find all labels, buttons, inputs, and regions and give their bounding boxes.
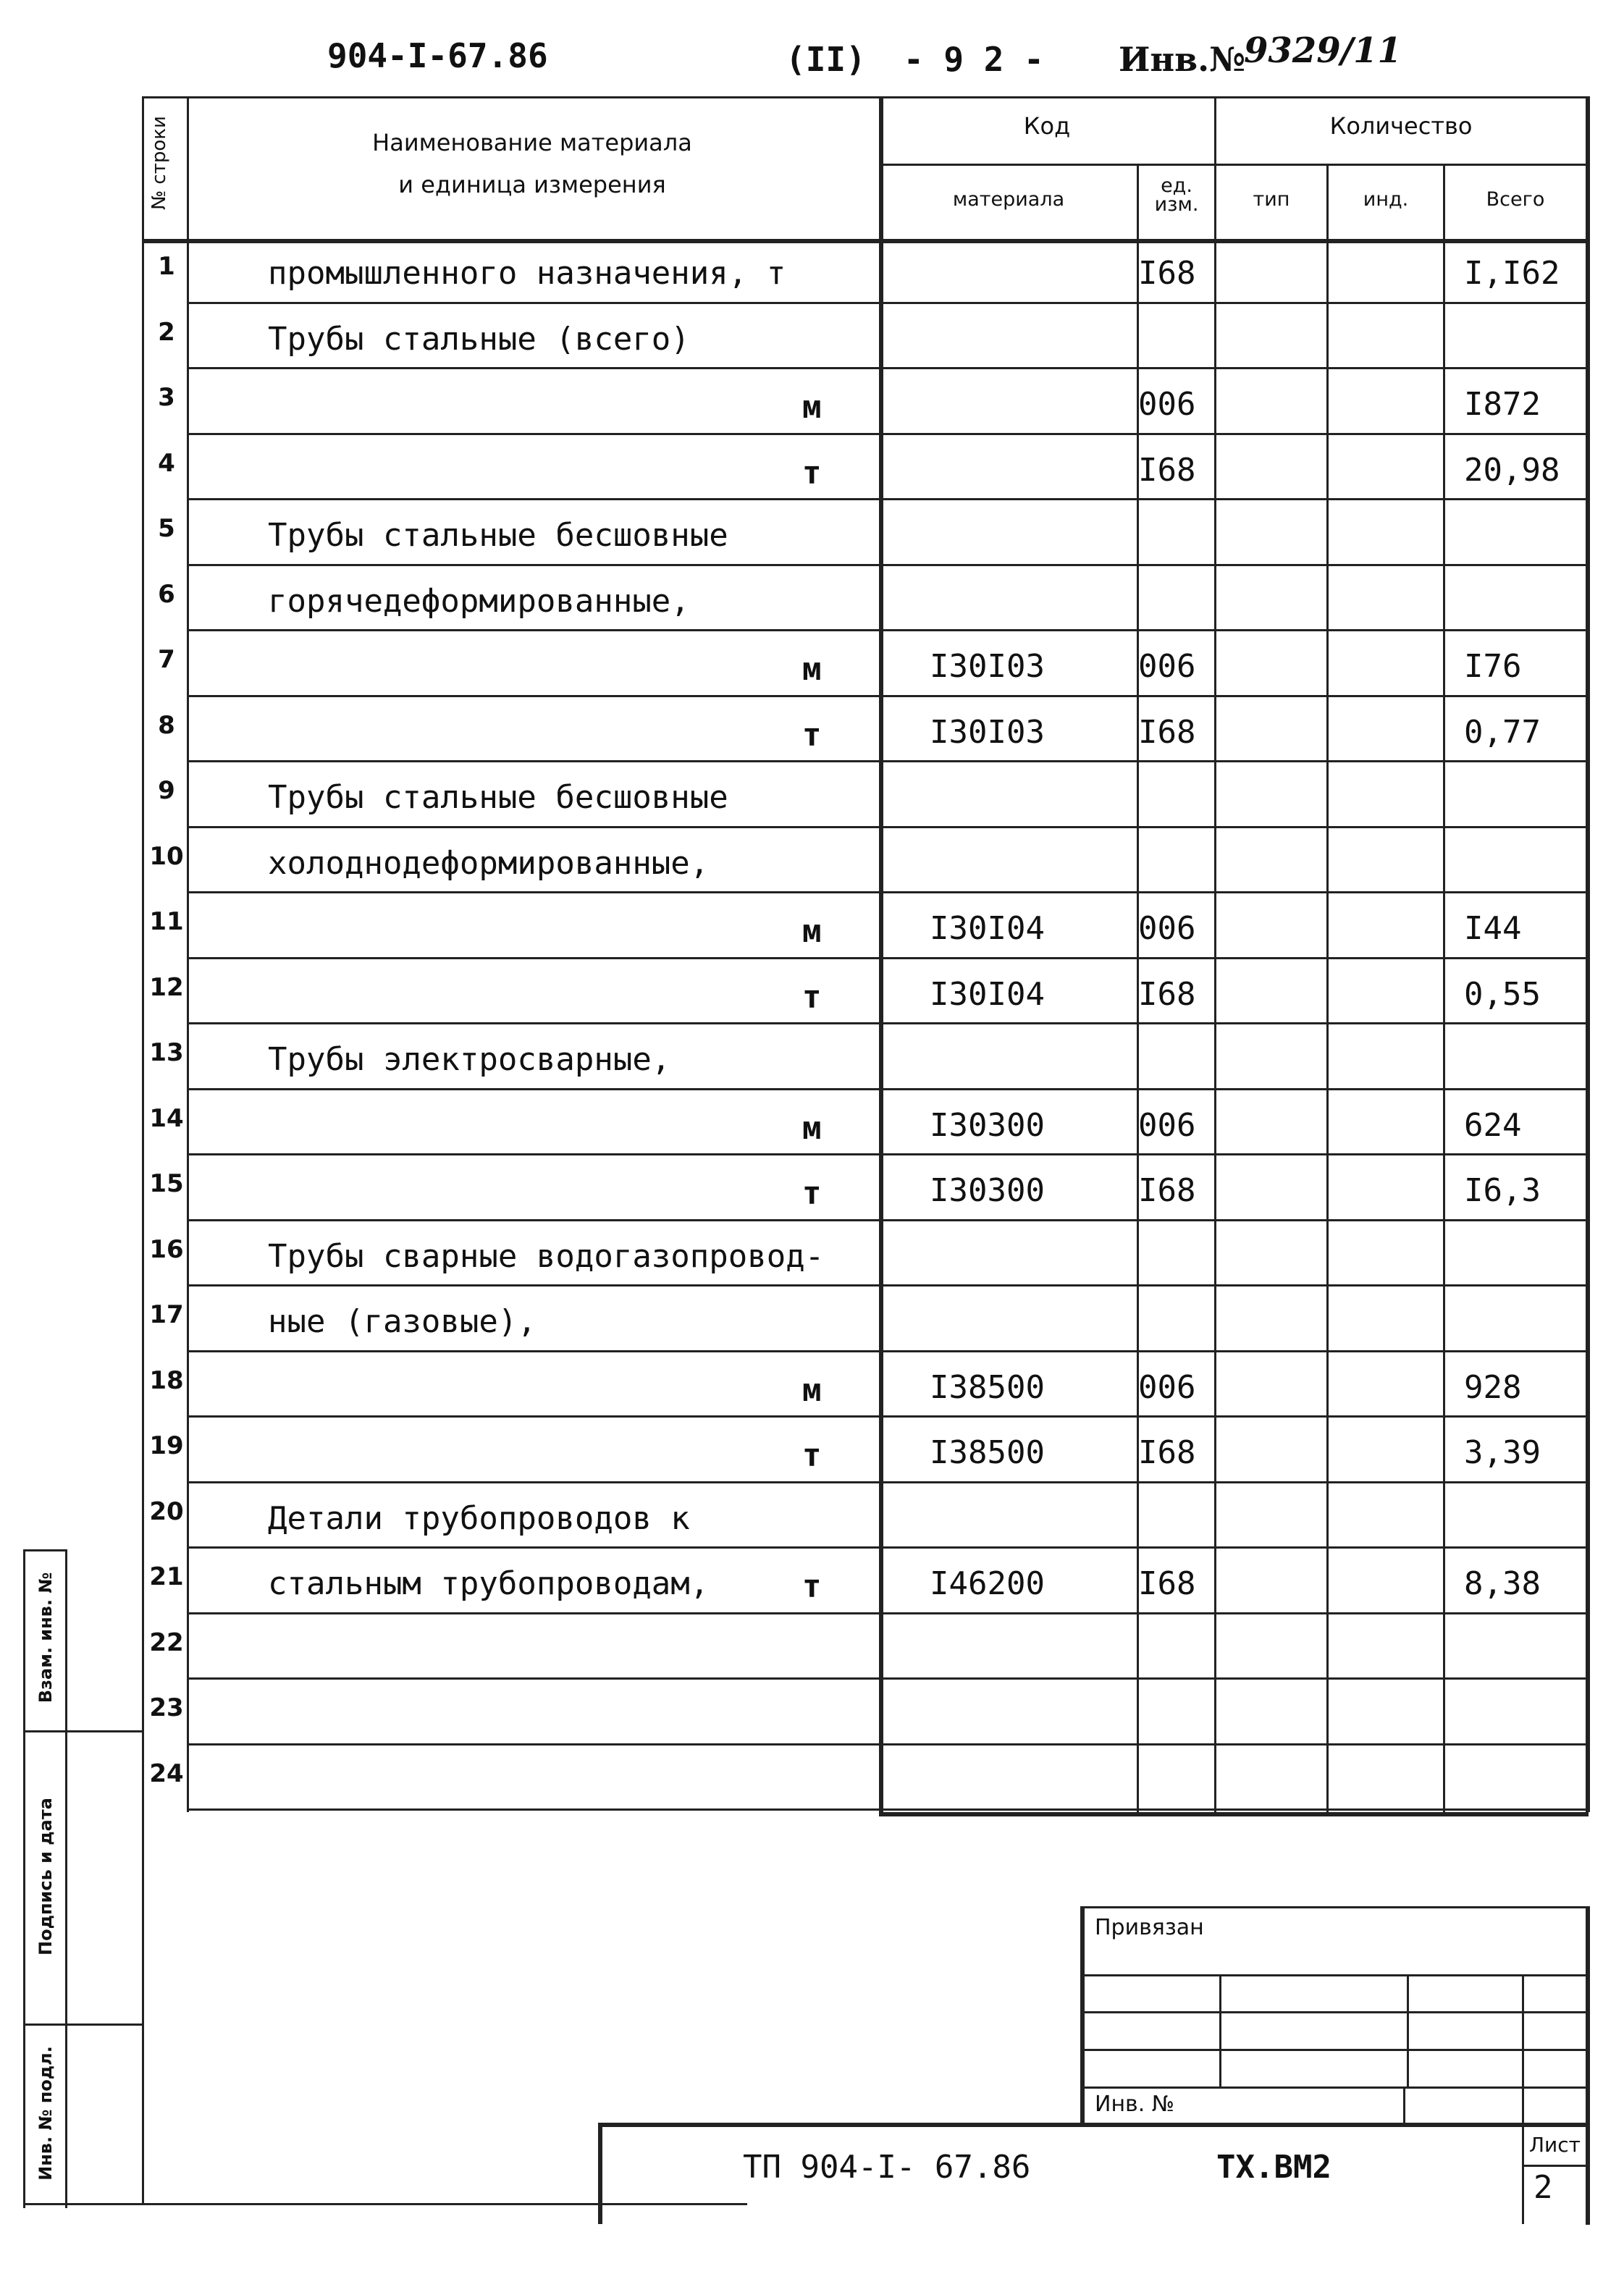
title-inv-no: Инв. №	[1095, 2092, 1175, 2117]
row-name: холоднодеформированные,	[268, 844, 710, 882]
row-material-code: I30I04	[930, 975, 1045, 1013]
row-number: 8	[158, 710, 175, 740]
row-divider	[187, 498, 1586, 500]
row-unit-code: 006	[1138, 386, 1196, 423]
row-unit-code: 006	[1138, 1106, 1196, 1144]
row-divider	[187, 1415, 1586, 1418]
row-total: 0,55	[1464, 975, 1541, 1013]
row-material-code: I30I03	[930, 648, 1045, 685]
row-total: 0,77	[1464, 713, 1541, 751]
row-name: стальным трубопроводам,	[268, 1565, 710, 1602]
row-divider	[187, 1022, 1586, 1024]
row-name: Трубы электросварные,	[268, 1041, 671, 1078]
row-number: 20	[149, 1496, 184, 1526]
row-material-code: I38500	[930, 1368, 1045, 1406]
inventory-number-handwritten: 9329/11	[1244, 30, 1402, 71]
row-divider	[187, 957, 1586, 959]
row-number: 24	[149, 1759, 184, 1788]
row-number: 6	[158, 579, 175, 609]
header-code: Код	[1023, 112, 1071, 140]
row-unit-code: 006	[1138, 1368, 1196, 1406]
row-divider	[187, 1808, 1586, 1811]
header-code-unit: ед. изм.	[1154, 174, 1199, 216]
row-material-code: I38500	[930, 1434, 1045, 1471]
title-list-value: 2	[1533, 2169, 1553, 2206]
header-row-number: № строки	[148, 116, 170, 210]
row-number: 17	[149, 1300, 184, 1329]
row-number: 16	[149, 1234, 184, 1264]
row-unit-code: I68	[1138, 255, 1196, 292]
row-material-code: I30I03	[930, 713, 1045, 751]
row-number: 15	[149, 1169, 184, 1198]
row-divider	[187, 1677, 1586, 1680]
row-divider	[187, 302, 1586, 304]
row-unit: т	[802, 716, 822, 754]
row-divider	[187, 1219, 1586, 1221]
row-name: Детали трубопроводов к	[268, 1499, 690, 1537]
row-number: 21	[149, 1562, 184, 1591]
row-unit: м	[802, 389, 822, 426]
row-number: 12	[149, 972, 184, 1002]
row-unit-code: I68	[1138, 975, 1196, 1013]
row-divider	[187, 695, 1586, 697]
row-number: 2	[158, 317, 175, 347]
stamp-signature-date: Подпись и дата	[35, 1798, 56, 1955]
title-list-label: Лист	[1529, 2133, 1581, 2157]
title-privyazan: Привязан	[1095, 1915, 1204, 1940]
row-total: I76	[1464, 648, 1522, 685]
row-number: 18	[149, 1365, 184, 1395]
row-unit-code: I68	[1138, 1434, 1196, 1471]
row-material-code: I30300	[930, 1106, 1045, 1144]
row-number: 7	[158, 645, 175, 674]
row-total: 928	[1464, 1368, 1522, 1406]
header-qty-type: тип	[1253, 188, 1290, 211]
row-divider	[187, 1481, 1586, 1483]
row-unit: м	[802, 913, 822, 950]
row-unit: м	[802, 1371, 822, 1409]
row-total: I,I62	[1464, 255, 1560, 292]
row-total: 624	[1464, 1106, 1522, 1144]
section-number: (II)	[786, 40, 866, 79]
row-number: 13	[149, 1038, 184, 1067]
row-name: Трубы стальные бесшовные	[268, 779, 728, 816]
header-quantity: Количество	[1329, 112, 1473, 140]
row-divider	[187, 1284, 1586, 1287]
row-name: Трубы стальные бесшовные	[268, 517, 728, 554]
row-unit-code: I68	[1138, 1172, 1196, 1209]
row-number: 1	[158, 252, 175, 281]
row-number: 22	[149, 1627, 184, 1657]
row-number: 5	[158, 514, 175, 543]
row-unit: т	[802, 1175, 822, 1212]
row-unit-code: 006	[1138, 910, 1196, 947]
row-unit: т	[802, 1437, 822, 1474]
row-total: 20,98	[1464, 451, 1560, 489]
row-total: I6,3	[1464, 1172, 1541, 1209]
header-name-line2: и единица измерения	[398, 171, 666, 198]
row-unit: т	[802, 978, 822, 1016]
row-material-code: I46200	[930, 1565, 1045, 1602]
row-unit: м	[802, 1109, 822, 1147]
row-number: 11	[149, 907, 184, 936]
row-number: 3	[158, 383, 175, 412]
document-code: 904-I-67.86	[327, 36, 548, 75]
row-name: ные (газовые),	[268, 1303, 537, 1340]
row-divider	[187, 826, 1586, 828]
row-total: 8,38	[1464, 1565, 1541, 1602]
stamp-inv-podl: Инв. № подл.	[35, 2046, 56, 2181]
row-total: I872	[1464, 386, 1541, 423]
row-unit: т	[802, 454, 822, 492]
header-qty-ind: инд.	[1363, 188, 1409, 211]
row-number: 14	[149, 1103, 184, 1133]
inventory-label: Инв.№	[1119, 40, 1246, 79]
row-number: 19	[149, 1431, 184, 1460]
row-divider	[187, 564, 1586, 566]
row-material-code: I30I04	[930, 910, 1045, 947]
row-material-code: I30300	[930, 1172, 1045, 1209]
row-divider	[187, 433, 1586, 435]
row-unit: м	[802, 651, 822, 688]
row-unit-code: I68	[1138, 713, 1196, 751]
row-divider	[187, 1546, 1586, 1549]
stamp-vzam-inv: Взам. инв. №	[35, 1572, 56, 1704]
row-unit-code: I68	[1138, 1565, 1196, 1602]
row-unit-code: I68	[1138, 451, 1196, 489]
row-divider	[187, 1153, 1586, 1155]
row-divider	[187, 1612, 1586, 1614]
row-name: Трубы стальные (всего)	[268, 320, 690, 358]
row-total: 3,39	[1464, 1434, 1541, 1471]
row-divider	[187, 891, 1586, 893]
row-divider	[187, 367, 1586, 369]
header-qty-total: Всего	[1486, 188, 1545, 211]
row-total: I44	[1464, 910, 1522, 947]
row-divider	[187, 1350, 1586, 1352]
row-number: 10	[149, 841, 184, 871]
row-name: Трубы сварные водогазопровод-	[268, 1237, 825, 1275]
row-name: промышленного назначения, т	[268, 255, 786, 292]
row-divider	[187, 1088, 1586, 1090]
row-divider	[187, 629, 1586, 631]
row-divider	[187, 760, 1586, 762]
row-divider	[187, 1743, 1586, 1745]
row-number: 23	[149, 1693, 184, 1722]
row-number: 9	[158, 776, 175, 805]
row-number: 4	[158, 448, 175, 478]
title-tp-code: ТП 904-I- 67.86	[743, 2149, 1031, 2186]
title-sheet-code: ТХ.ВМ2	[1216, 2149, 1331, 2186]
header-name-line1: Наименование материала	[372, 129, 692, 156]
page-number: - 9 2 -	[904, 40, 1044, 79]
row-unit: т	[802, 1568, 822, 1605]
header-code-material: материала	[952, 188, 1065, 211]
row-name: горячедеформированные,	[268, 582, 690, 620]
row-unit-code: 006	[1138, 648, 1196, 685]
